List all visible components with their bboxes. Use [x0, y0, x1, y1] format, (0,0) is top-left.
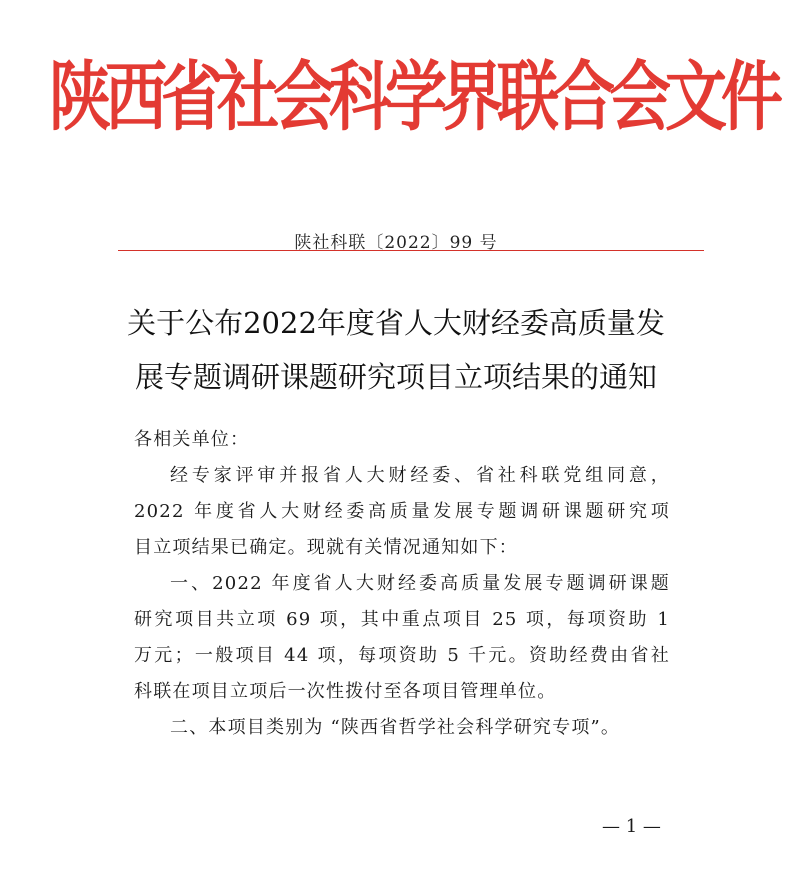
paragraph-2-line-4: 科联在项目立项后一次性拨付至各项目管理单位。 — [134, 681, 557, 702]
document-number: 陕社科联〔2022〕99 号 — [294, 233, 498, 253]
notice-title-line-1: 关于公布2022年度省人大财经委高质量发 — [127, 306, 665, 340]
org-masthead-title: 陕西省社会科学界联合会文件 — [49, 51, 778, 141]
page-number: — 1 — — [602, 816, 661, 837]
paragraph-2-line-3: 万元；一般项目 44 项，每项资助 5 千元。资助经费由省社 — [134, 645, 670, 666]
paragraph-2-line-2: 研究项目共立项 69 项，其中重点项目 25 项，每项资助 1 — [134, 609, 670, 630]
paragraph-2-line-1: 一、2022 年度省人大财经委高质量发展专题调研课题 — [170, 573, 670, 594]
paragraph-1-line-3: 目立项结果已确定。现就有关情况通知如下： — [134, 537, 518, 558]
paragraph-3-line-1: 二、本项目类别为 “陕西省哲学社会科学研究专项”。 — [170, 717, 621, 738]
paragraph-1-line-2: 2022 年度省人大财经委高质量发展专题调研课题研究项 — [134, 501, 670, 522]
notice-body — [134, 422, 670, 746]
notice-title-line-2: 展专题调研课题研究项目立项结果的通知 — [134, 360, 657, 394]
red-divider-line — [118, 250, 704, 251]
paragraph-1-line-1: 经专家评审并报省人大财经委、省社科联党组同意， — [170, 465, 670, 486]
salutation: 各相关单位： — [134, 429, 250, 450]
notice-title — [100, 296, 692, 404]
